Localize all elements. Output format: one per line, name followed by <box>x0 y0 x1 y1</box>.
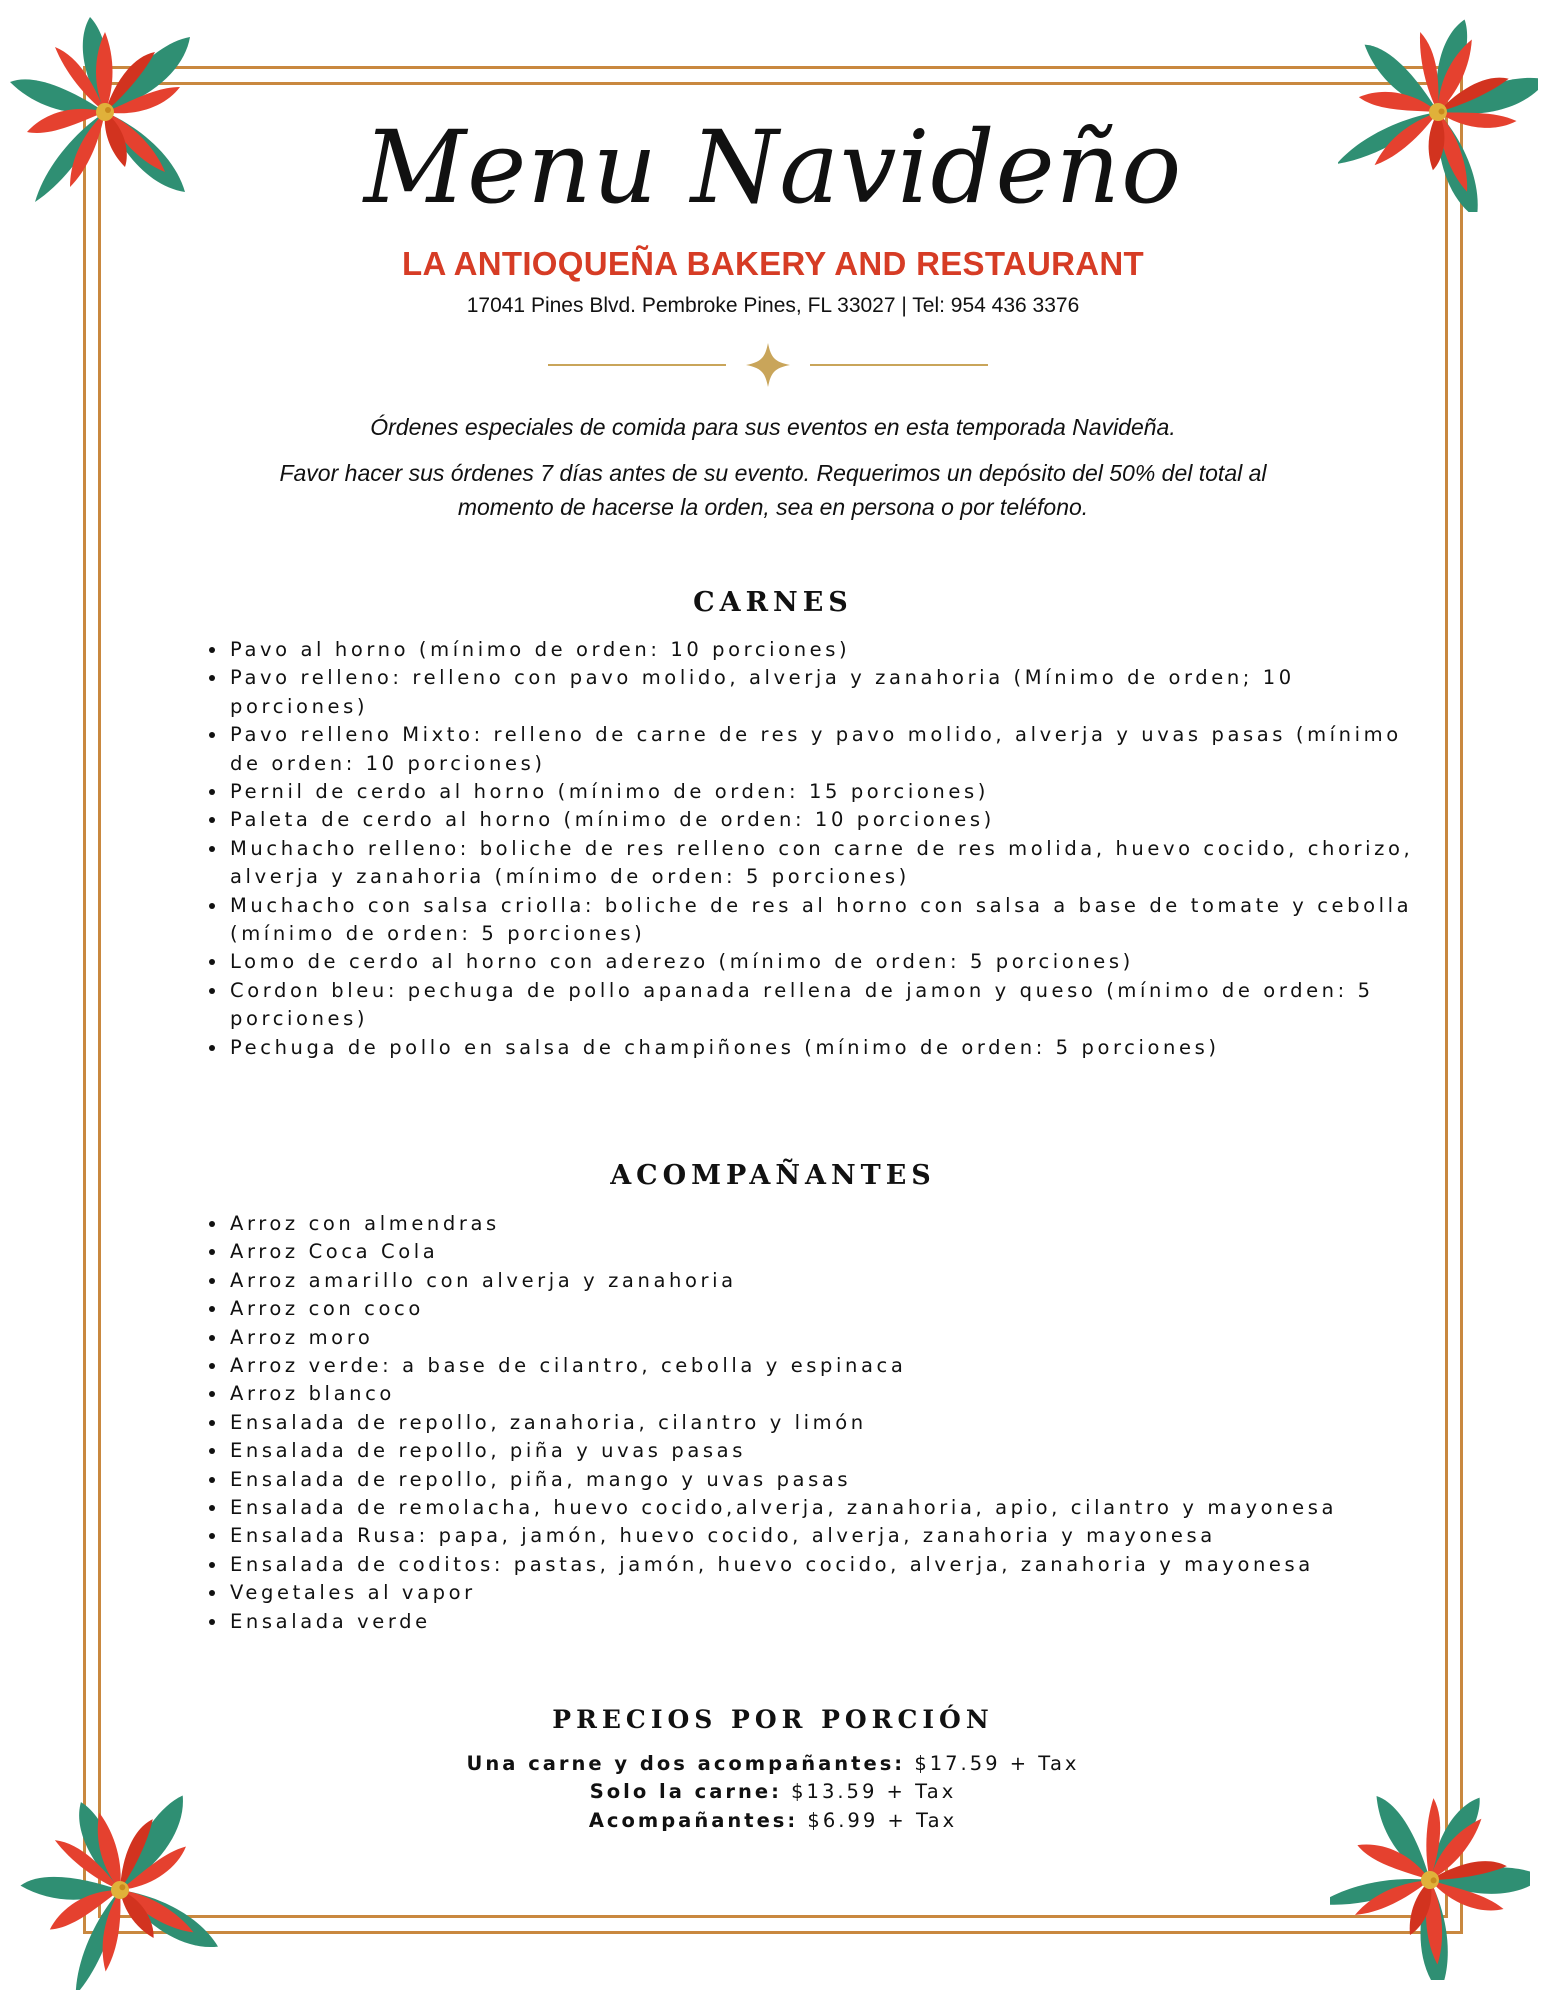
list-item: • Arroz moro <box>228 1324 1428 1352</box>
intro-line-1: Órdenes especiales de comida para sus eventos en esta temporada Navideña. <box>370 414 1176 440</box>
list-item: • Ensalada de repollo, zanahoria, cilantro y limón <box>228 1409 1428 1437</box>
restaurant-name: LA ANTIOQUEÑA BAKERY AND RESTAURANT <box>402 245 1144 282</box>
list-item: • Lomo de cerdo al horno con aderezo (mínimo de orden: 5 porciones) <box>228 948 1428 976</box>
list-item: • Arroz Coca Cola <box>228 1238 1428 1266</box>
list-item: • Pernil de cerdo al horno (mínimo de orden: 15 porciones) <box>228 778 1428 806</box>
list-item: • Ensalada de repollo, piña y uvas pasas <box>228 1437 1428 1465</box>
list-item: • Ensalada de repollo, piña, mango y uvas pasas <box>228 1466 1428 1494</box>
list-item: • Pavo relleno: relleno con pavo molido, alverja y zanahoria (Mínimo de orden; 10 porciones) <box>228 664 1428 721</box>
intro-line-2: Favor hacer sus órdenes 7 días antes de su evento. Requerimos un depósito del 50% del total al momento de hacerse la orden, sea en persona o por teléfono. <box>279 460 1267 520</box>
price-row <box>0 1750 1546 1778</box>
price-list <box>0 1750 1546 1835</box>
list-item: • Ensalada de coditos: pastas, jamón, huevo cocido, alverja, zanahoria y mayonesa <box>228 1551 1428 1579</box>
price-label: Solo la carne: <box>589 1780 782 1804</box>
list-item: • Arroz con almendras <box>228 1210 1428 1238</box>
list-item: • Vegetales al vapor <box>228 1579 1428 1607</box>
list-item: • Muchacho relleno: boliche de res relleno con carne de res molida, huevo cocido, chorizo, alverja y zanahoria (mínimo de orden: 5 porciones) <box>228 835 1428 892</box>
list-item: • Ensalada de remolacha, huevo cocido,alverja, zanahoria, apio, cilantro y mayonesa <box>228 1494 1428 1522</box>
price-label: Una carne y dos acompañantes: <box>466 1752 906 1775</box>
price-row <box>0 1807 1546 1835</box>
acompanantes-list <box>200 1210 1428 1636</box>
price-value: $6.99 + Tax <box>807 1808 958 1832</box>
menu-title: Menu Navideño <box>363 109 1183 226</box>
intro-text <box>230 410 1316 536</box>
carnes-list <box>200 636 1428 1062</box>
list-item: • Ensalada Rusa: papa, jamón, huevo cocido, alverja, zanahoria y mayonesa <box>228 1522 1428 1550</box>
list-item: • Arroz amarillo con alverja y zanahoria <box>228 1267 1428 1295</box>
list-item: • Muchacho con salsa criolla: boliche de res al horno con salsa a base de tomate y cebolla (mínimo de orden: 5 porciones) <box>228 892 1428 949</box>
price-row <box>0 1778 1546 1806</box>
price-label: Acompañantes: <box>588 1808 799 1832</box>
list-item: • Pechuga de pollo en salsa de champiñones (mínimo de orden: 5 porciones) <box>228 1034 1428 1062</box>
address-line: 17041 Pines Blvd. Pembroke Pines, FL 33027 | Tel: 954 436 3376 <box>466 294 1080 317</box>
list-item: • Paleta de cerdo al horno (mínimo de orden: 10 porciones) <box>228 806 1428 834</box>
precios-heading: PRECIOS POR PORCIÓN <box>552 1705 994 1734</box>
carnes-heading: CARNES <box>693 587 853 618</box>
list-item: • Arroz con coco <box>228 1295 1428 1323</box>
divider-star-icon <box>548 340 988 390</box>
list-item: • Pavo relleno Mixto: relleno de carne de res y pavo molido, alverja y uvas pasas (mínimo de orden: 10 porciones) <box>228 721 1428 778</box>
list-item: • Arroz verde: a base de cilantro, cebolla y espinaca <box>228 1352 1428 1380</box>
acompanantes-heading: ACOMPAÑANTES <box>610 1160 936 1191</box>
list-item: • Cordon bleu: pechuga de pollo apanada rellena de jamon y queso (mínimo de orden: 5 porciones) <box>228 977 1428 1034</box>
list-item: • Pavo al horno (mínimo de orden: 10 porciones) <box>228 636 1428 664</box>
price-value: $13.59 + Tax <box>791 1780 957 1804</box>
list-item: • Ensalada verde <box>228 1608 1428 1636</box>
list-item: • Arroz blanco <box>228 1380 1428 1408</box>
price-value: $17.59 + Tax <box>914 1752 1080 1775</box>
